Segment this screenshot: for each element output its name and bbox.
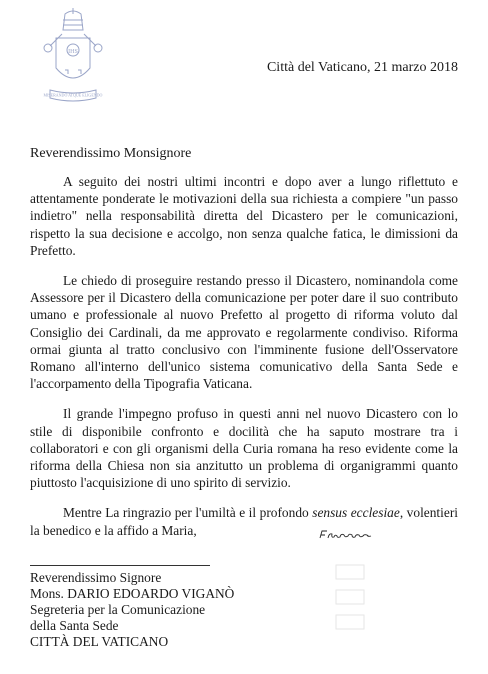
papal-coat-of-arms-icon bbox=[38, 8, 108, 108]
paragraph-1: A seguito dei nostri ultimi incontri e dopo aver a lungo riflettuto e attentamente ponderate le motivazioni della sua richiesta a compiere "un passo indietro" nella responsabilità diretta del Dicastero per le comunicazioni, rispetto la sua decisione e accolgo, non senza qualche fatica, le dimissioni da Prefetto. bbox=[30, 174, 458, 258]
letter-body bbox=[30, 173, 458, 552]
salutation: Reverendissimo Monsignore bbox=[30, 146, 192, 161]
closing-italic-phrase: sensus ecclesiae bbox=[312, 505, 400, 521]
faint-watermark-icon bbox=[330, 560, 370, 640]
recipient-block bbox=[30, 570, 234, 650]
letter-date: Città del Vaticano, 21 marzo 2018 bbox=[266, 60, 458, 75]
closing-text-before: Mentre La ringrazio per l'umiltà e il profondo bbox=[63, 505, 313, 521]
recipient-line: Reverendissimo Signore bbox=[30, 570, 162, 585]
recipient-line: della Santa Sede bbox=[30, 618, 119, 633]
paragraph-2: Le chiedo di proseguire restando presso il Dicastero, nominandola come Assessore per il Dicastero della comunicazione per poter dare il suo contributo umano e professionale al nuovo Prefetto al progetto di riforma voluto dal Consiglio dei Cardinali, da me approvato e regolarmente condiviso. Riforma ormai giunta al tratto conclusivo con l'imminente fusione dell'Osservatore Romano all'interno dell'unico sistema comunicativo della Santa Sede e l'accorpamento della Tipografia Vaticana. bbox=[30, 273, 458, 392]
recipient-line: Mons. DARIO EDOARDO VIGANÒ bbox=[30, 586, 235, 601]
closing-text-after: , volentieri la benedico e la affido a Maria, bbox=[30, 505, 458, 538]
signature-icon bbox=[318, 528, 376, 542]
paragraph-3: Il grande l'impegno profuso in questi anni nel nuovo Dicastero con lo stile di disponibile confronto e docilità che ha saputo mostrare tra i collaboratori e con gli organismi della Curia romana ha reso evidente come la riforma della Chiesa non sia anzitutto un problema di organigrammi quanto piuttosto l'acquisizione di uno spirito di servizio. bbox=[30, 406, 458, 491]
svg-text:IHS: IHS bbox=[68, 49, 78, 55]
recipient-divider bbox=[30, 565, 210, 566]
recipient-line: Segreteria per la Comunicazione bbox=[30, 602, 206, 617]
closing-paragraph bbox=[30, 504, 458, 538]
recipient-line: CITTÀ DEL VATICANO bbox=[30, 634, 169, 649]
crest-motto: MISERANDO ATQUE ELIGENDO bbox=[43, 92, 103, 98]
